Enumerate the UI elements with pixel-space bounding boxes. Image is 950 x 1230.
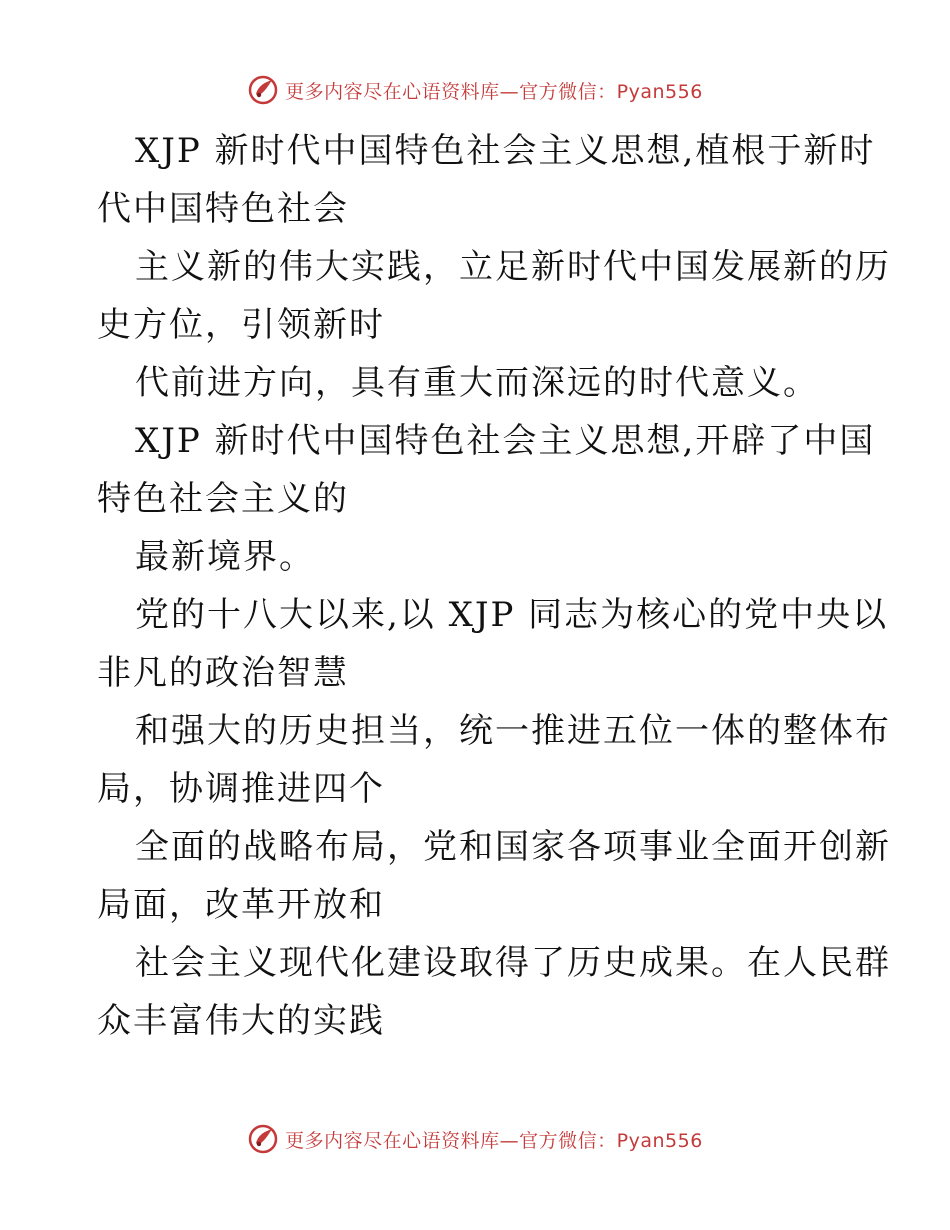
text-line: 代前进方向，具有重大而深远的时代意义。 [135, 363, 819, 403]
text-line: 和强大的历史担当，统一推进五位一体的整体布 [135, 711, 891, 751]
text-line: 特色社会主义的 [97, 479, 349, 519]
text-line: 全面的战略布局，党和国家各项事业全面开创新 [135, 827, 891, 867]
footer-watermark [0, 1121, 950, 1157]
header-watermark [0, 72, 950, 108]
text-line: XJP 新时代中国特色社会主义思想,开辟了中国 [135, 421, 876, 461]
text-line: 局面，改革开放和 [97, 885, 385, 925]
text-line: 众丰富伟大的实践 [97, 1001, 385, 1041]
watermark-text: 更多内容尽在心语资料库—官方微信：Pyan556 [285, 80, 703, 103]
text-line: 局，协调推进四个 [97, 769, 385, 809]
watermark-text: 更多内容尽在心语资料库—官方微信：Pyan556 [285, 1129, 703, 1152]
text-line: 党的十八大以来,以 XJP 同志为核心的党中央以 [135, 595, 889, 635]
text-line: 代中国特色社会 [97, 189, 349, 229]
text-line: 主义新的伟大实践，立足新时代中国发展新的历 [135, 247, 891, 287]
logo-icon [247, 74, 279, 106]
text-line: 非凡的政治智慧 [97, 653, 349, 693]
text-line: XJP 新时代中国特色社会主义思想,植根于新时 [135, 131, 876, 171]
logo-icon [247, 1123, 279, 1155]
text-line: 最新境界。 [135, 537, 315, 577]
text-line: 社会主义现代化建设取得了历史成果。在人民群 [135, 943, 891, 983]
document-body [97, 122, 891, 1050]
text-line: 史方位，引领新时 [97, 305, 385, 345]
